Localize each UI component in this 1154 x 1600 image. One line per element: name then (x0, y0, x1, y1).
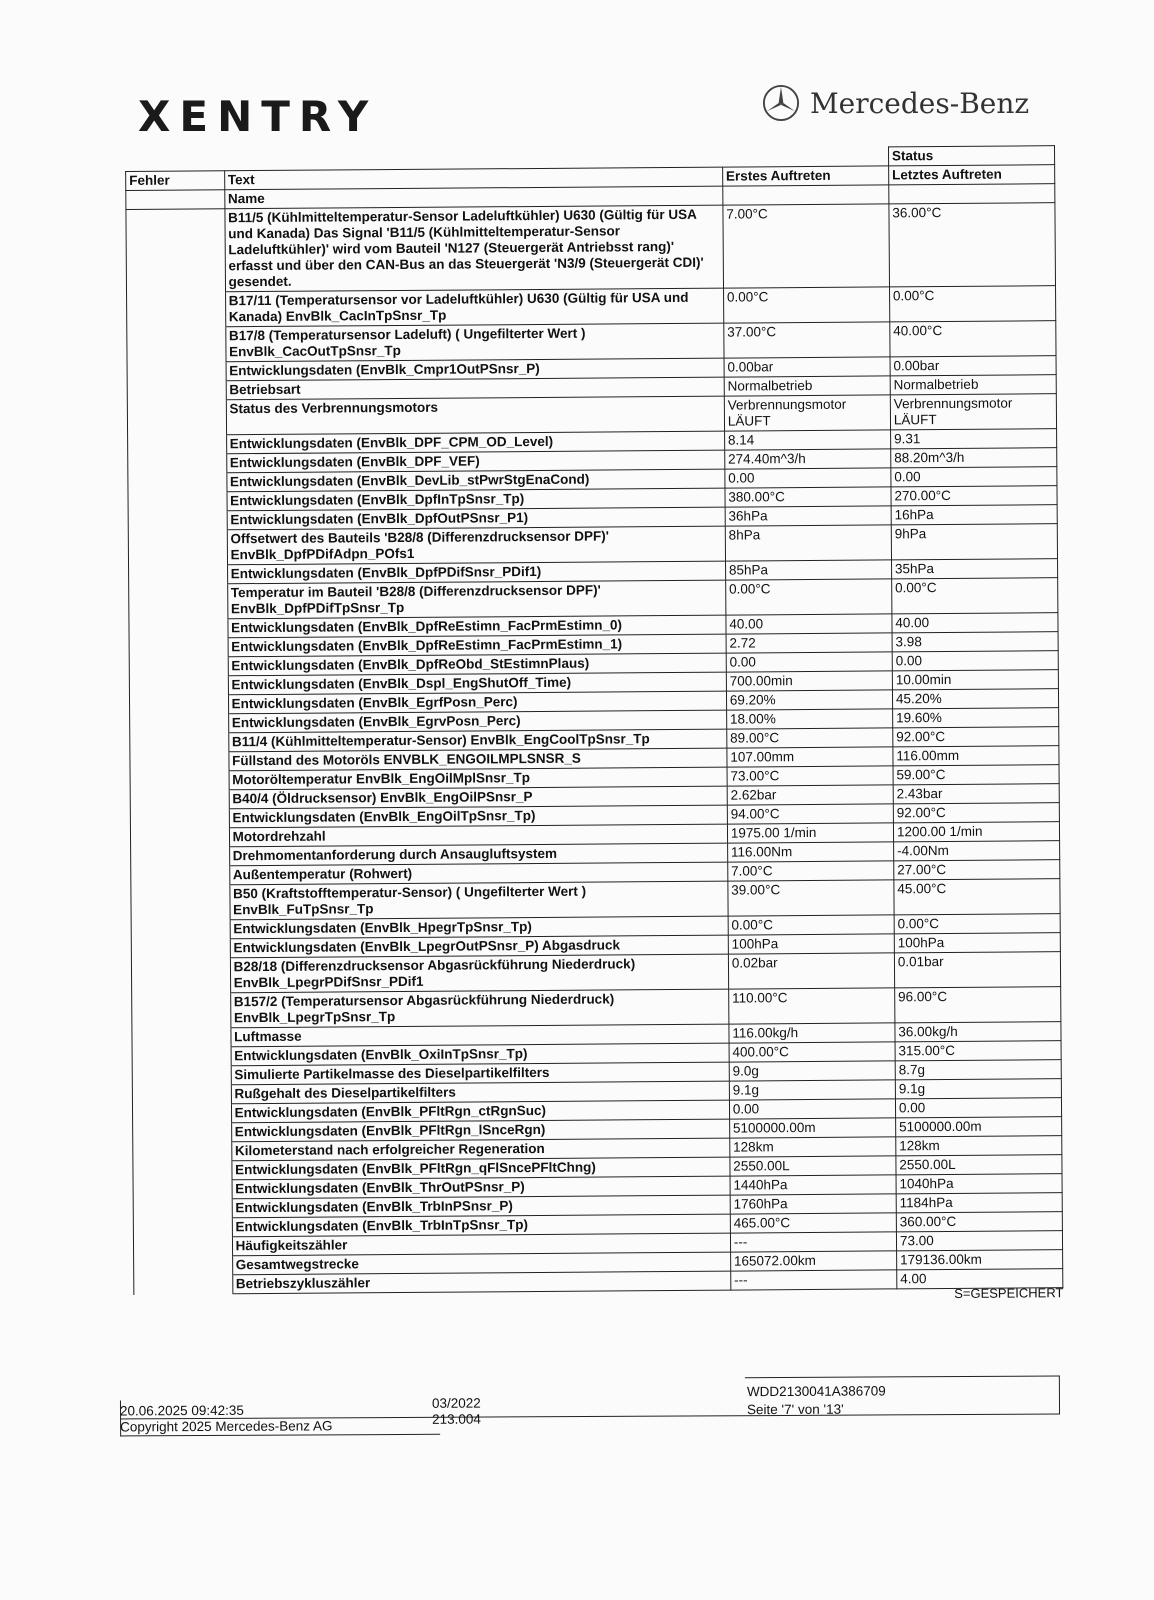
row-last-value: 88.20m^3/h (891, 448, 1057, 468)
fehler-cell (127, 400, 226, 436)
row-text: Entwicklungsdaten (EnvBlk_OxiInTpSnsr_Tp) (231, 1043, 729, 1066)
row-last-value: 100hPa (894, 933, 1060, 953)
row-last-value: 92.00°C (893, 803, 1059, 823)
row-text: Kilometerstand nach erfolgreicher Regeneration (231, 1138, 729, 1161)
row-text: Häufigkeitszähler (232, 1233, 730, 1256)
fehler-header: Fehler (126, 171, 225, 191)
fault-report (125, 145, 1064, 1320)
fehler-cell (132, 1047, 231, 1067)
row-first-value: 7.00°C (723, 204, 890, 288)
row-first-value: 465.00°C (730, 1213, 896, 1233)
brand-name: Mercedes-Benz (810, 86, 1030, 120)
row-first-value: 274.40m^3/h (725, 449, 891, 469)
fehler-cell (128, 511, 227, 531)
row-first-value: 69.20% (726, 690, 892, 710)
row-text: Gesamtwegstrecke (232, 1252, 730, 1275)
row-first-value: 2.62bar (727, 785, 893, 805)
fehler-cell (130, 809, 229, 829)
row-last-value: 73.00 (896, 1231, 1062, 1251)
fehler-cell (131, 958, 230, 994)
row-first-value: 85hPa (725, 560, 891, 580)
row-text: Entwicklungsdaten (EnvBlk_DpfInTpSnsr_Tp) (227, 488, 725, 511)
row-last-value: 2.43bar (893, 784, 1059, 804)
row-text: B28/18 (Differenzdrucksensor Abgasrückführung Niederdruck) EnvBlk_LpegrPDifSnsr_PDif1 (230, 954, 728, 993)
row-first-value: 94.00°C (727, 804, 893, 824)
fehler-cell (130, 771, 229, 791)
row-text: Entwicklungsdaten (EnvBlk_PFltRgn_ctRgnSuc) (231, 1100, 729, 1123)
row-first-value: 73.00°C (727, 766, 893, 786)
row-text: Entwicklungsdaten (EnvBlk_DpfPDifSnsr_PDif1) (227, 561, 725, 584)
row-first-value: 0.00°C (723, 287, 889, 323)
text-header: Text (224, 167, 722, 190)
row-last-value: -4.00Nm (893, 841, 1059, 861)
row-first-value: 116.00kg/h (729, 1023, 895, 1043)
row-text: Entwicklungsdaten (EnvBlk_TrbInPSnsr_P) (232, 1195, 730, 1218)
row-first-value: 128km (730, 1137, 896, 1157)
row-first-value: 100hPa (728, 934, 894, 954)
row-last-value: 1184hPa (896, 1193, 1062, 1213)
date-code: 03/2022 (431, 1395, 481, 1411)
row-text: B17/11 (Temperatursensor vor Ladeluftkühler) U630 (Gültig für USA und Kanada) EnvBlk_CacInTpSnsr_Tp (225, 288, 723, 327)
row-text: Luftmasse (231, 1024, 729, 1047)
row-text: Simulierte Partikelmasse des Dieselpartikelfilters (231, 1062, 729, 1085)
fehler-cell (127, 292, 226, 328)
row-text: Temperatur im Bauteil 'B28/8 (Differenzdrucksensor DPF)' EnvBlk_DpfPDifTpSnsr_Tp (227, 580, 725, 619)
name-header: Name (224, 186, 722, 209)
page-footer (120, 1376, 1060, 1439)
row-text: Füllstand des Motoröls ENVBLK_ENGOILMPLSNSR_S (228, 748, 726, 771)
row-last-value: 36.00°C (889, 203, 1056, 287)
table-row (126, 203, 1056, 293)
fehler-cell (133, 1199, 232, 1219)
row-first-value: 400.00°C (729, 1042, 895, 1062)
row-last-value: 16hPa (891, 505, 1057, 525)
fehler-cell (129, 584, 228, 620)
row-text: Entwicklungsdaten (EnvBlk_PFltRgn_qFlSncePFltChng) (231, 1157, 729, 1180)
row-last-value: 270.00°C (891, 486, 1057, 506)
row-last-value: 128km (896, 1136, 1062, 1156)
fehler-cell (128, 435, 227, 455)
row-first-value: 18.00% (726, 709, 892, 729)
row-last-value: 315.00°C (895, 1041, 1061, 1061)
row-first-value: 0.02bar (728, 953, 894, 989)
row-first-value: 1975.00 1/min (727, 823, 893, 843)
model-code: 213.004 (432, 1411, 481, 1427)
row-last-value: 27.00°C (894, 860, 1060, 880)
row-text: Entwicklungsdaten (EnvBlk_HpegrTpSnsr_Tp) (230, 916, 728, 939)
fehler-cell (130, 828, 229, 848)
row-first-value: 39.00°C (728, 880, 894, 916)
fehler-cell (132, 1104, 231, 1124)
row-last-value: Verbrennungsmotor LÄUFT (890, 394, 1056, 430)
row-last-value: 36.00kg/h (895, 1022, 1061, 1042)
fehler-cell (126, 190, 225, 210)
row-text: Entwicklungsdaten (EnvBlk_DpfReEstimn_FacPrmEstimn_0) (228, 615, 726, 638)
xentry-logo: XENTRY (138, 92, 378, 141)
fehler-cell (130, 733, 229, 753)
row-first-value: 1760hPa (730, 1194, 896, 1214)
print-datetime: 20.06.2025 09:42:35 (119, 1402, 244, 1419)
fehler-cell (131, 885, 230, 921)
row-text: Entwicklungsdaten (EnvBlk_EgrvPosn_Perc) (228, 710, 726, 733)
row-last-value: 45.00°C (894, 879, 1060, 915)
row-last-value: 92.00°C (893, 727, 1059, 747)
row-first-value: 9.1g (729, 1080, 895, 1100)
fehler-cell (129, 638, 228, 658)
row-last-value: 45.20% (892, 689, 1058, 709)
row-first-value: 380.00°C (725, 487, 891, 507)
row-first-value: 7.00°C (728, 861, 894, 881)
first-occurrence-header: Erstes Auftreten (722, 166, 888, 186)
row-text: Status des Verbrennungsmotors (226, 396, 724, 435)
row-last-value: Normalbetrieb (890, 375, 1056, 395)
row-text: B11/4 (Kühlmitteltemperatur-Sensor) EnvBlk_EngCoolTpSnsr_Tp (228, 729, 726, 752)
row-text: Entwicklungsdaten (EnvBlk_DPF_CPM_OD_Level) (226, 431, 724, 454)
row-last-value: 116.00mm (893, 746, 1059, 766)
row-text: Entwicklungsdaten (EnvBlk_Cmpr1OutPSnsr_P) (226, 358, 724, 381)
fehler-cell (132, 1085, 231, 1105)
fehler-cell (133, 1180, 232, 1200)
row-last-value: 9hPa (891, 524, 1057, 560)
copyright: Copyright 2025 Mercedes-Benz AG (120, 1418, 333, 1435)
fehler-cell (128, 454, 227, 474)
fehler-cell (127, 381, 226, 401)
row-last-value: 8.7g (895, 1060, 1061, 1080)
row-text: B50 (Kraftstofftemperatur-Sensor) ( Ungefilterter Wert ) EnvBlk_FuTpSnsr_Tp (229, 881, 727, 920)
row-last-value: 0.00°C (889, 286, 1055, 322)
row-text: B40/4 (Öldrucksensor) EnvBlk_EngOilPSnsr_P (229, 786, 727, 809)
fehler-cell (129, 695, 228, 715)
row-first-value: 5100000.00m (729, 1118, 895, 1138)
fehler-cell (129, 657, 228, 677)
row-last-value: 0.00 (892, 651, 1058, 671)
row-text: Entwicklungsdaten (EnvBlk_DpfOutPSnsr_P1) (227, 507, 725, 530)
row-text: Entwicklungsdaten (EnvBlk_ThrOutPSnsr_P) (232, 1176, 730, 1199)
row-last-value: 2550.00L (896, 1155, 1062, 1175)
row-first-value: --- (731, 1270, 897, 1290)
row-first-value: Verbrennungsmotor LÄUFT (724, 395, 890, 431)
fehler-cell (130, 714, 229, 734)
fehler-cell (133, 1142, 232, 1162)
row-first-value: 110.00°C (728, 988, 894, 1024)
mercedes-star-icon (762, 84, 800, 122)
row-last-value: 19.60% (893, 708, 1059, 728)
row-text: Entwicklungsdaten (EnvBlk_DevLib_stPwrStgEnaCond) (226, 469, 724, 492)
row-text: Entwicklungsdaten (EnvBlk_PFltRgn_lSnceRgn) (231, 1119, 729, 1142)
row-first-value: Normalbetrieb (724, 376, 890, 396)
row-last-value: 1040hPa (896, 1174, 1062, 1194)
fehler-cell (132, 1028, 231, 1048)
fehler-cell (127, 327, 226, 363)
row-last-value: 0.00bar (890, 356, 1056, 376)
row-last-value: 35hPa (891, 559, 1057, 579)
last-occurrence-header: Letztes Auftreten (889, 165, 1055, 185)
page-number: Seite '7' von '13' (746, 1401, 844, 1418)
row-last-value: 4.00 (897, 1269, 1063, 1289)
row-first-value: 0.00 (726, 652, 892, 672)
row-first-value: 2.72 (726, 633, 892, 653)
row-text: Offsetwert des Bauteils 'B28/8 (Differenzdrucksensor DPF)' EnvBlk_DpfPDifAdpn_POfs1 (227, 526, 725, 565)
row-first-value: 9.0g (729, 1061, 895, 1081)
row-first-value: 165072.00km (730, 1251, 896, 1271)
row-last-value: 3.98 (892, 632, 1058, 652)
row-first-value: 40.00 (726, 614, 892, 634)
row-text: Entwicklungsdaten (EnvBlk_TrbInTpSnsr_Tp) (232, 1214, 730, 1237)
fehler-cell (131, 847, 230, 867)
row-text: Motordrehzahl (229, 824, 727, 847)
row-first-value: 2550.00L (730, 1156, 896, 1176)
row-last-value: 10.00min (892, 670, 1058, 690)
fehler-cell (134, 1275, 233, 1295)
row-last-value: 9.1g (895, 1079, 1061, 1099)
row-first-value: 107.00mm (727, 747, 893, 767)
row-first-value: 8hPa (725, 525, 891, 561)
row-first-value: 700.00min (726, 671, 892, 691)
legend: S=GESPEICHERT (954, 1285, 1064, 1301)
row-last-value: 40.00°C (890, 321, 1056, 357)
fehler-cell (129, 565, 228, 585)
row-text: Außentemperatur (Rohwert) (229, 862, 727, 885)
row-first-value: 1440hPa (730, 1175, 896, 1195)
row-last-value: 9.31 (890, 429, 1056, 449)
fehler-cell (130, 752, 229, 772)
fehler-cell (131, 939, 230, 959)
fehler-cell (134, 1256, 233, 1276)
row-text: Entwicklungsdaten (EnvBlk_EgrfPosn_Perc) (228, 691, 726, 714)
row-first-value: --- (730, 1232, 896, 1252)
fehler-cell (131, 920, 230, 940)
row-text: Motoröltemperatur EnvBlk_EngOilMplSnsr_Tp (229, 767, 727, 790)
fehler-cell (133, 1237, 232, 1257)
vin: WDD2130041A386709 (746, 1383, 886, 1400)
row-last-value: 0.00°C (894, 914, 1060, 934)
row-last-value: 59.00°C (893, 765, 1059, 785)
fehler-cell (127, 362, 226, 382)
row-first-value: 0.00bar (724, 357, 890, 377)
row-first-value: 0.00°C (725, 579, 891, 615)
row-text: Entwicklungsdaten (EnvBlk_EngOilTpSnsr_Tp) (229, 805, 727, 828)
fault-table (125, 145, 1063, 1295)
fehler-cell (133, 1161, 232, 1181)
row-first-value: 36hPa (725, 506, 891, 526)
row-last-value: 0.00°C (892, 578, 1058, 614)
row-last-value: 360.00°C (896, 1212, 1062, 1232)
row-text: B17/8 (Temperatursensor Ladeluft) ( Ungefilterter Wert ) EnvBlk_CacOutTpSnsr_Tp (225, 323, 723, 362)
row-first-value: 0.00 (729, 1099, 895, 1119)
row-text: Entwicklungsdaten (EnvBlk_Dspl_EngShutOff_Time) (228, 672, 726, 695)
row-text: Drehmomentanforderung durch Ansaugluftsystem (229, 843, 727, 866)
row-last-value: 1200.00 1/min (893, 822, 1059, 842)
fehler-cell (132, 993, 231, 1029)
row-last-value: 40.00 (892, 613, 1058, 633)
row-text: Entwicklungsdaten (EnvBlk_LpegrOutPSnsr_P) Abgasdruck (230, 935, 728, 958)
row-text: B11/5 (Kühlmitteltemperatur-Sensor Ladeluftkühler) U630 (Gültig für USA und Kanada) Das Signal 'B11/5 (Kühlmitteltemperatur-Sensor Ladeluftkühler)' wird vom Bauteil 'N127 (Steuergerät Antriebsst rang)' erfasst und über den CAN-Bus an das Steuergerät 'N3/9 (Steuergerät CDI)' gesendet. (225, 205, 724, 292)
mercedes-brand (762, 84, 1029, 122)
row-first-value: 0.00°C (728, 915, 894, 935)
row-text: Betriebsart (226, 377, 724, 400)
row-last-value: 5100000.00m (896, 1117, 1062, 1137)
fehler-cell (126, 209, 225, 293)
row-first-value: 116.00Nm (727, 842, 893, 862)
row-text: Entwicklungsdaten (EnvBlk_DpfReObd_StEstimnPlaus) (228, 653, 726, 676)
row-first-value: 89.00°C (727, 728, 893, 748)
fehler-cell (128, 492, 227, 512)
row-text: Rußgehalt des Dieselpartikelfilters (231, 1081, 729, 1104)
row-first-value: 37.00°C (724, 322, 890, 358)
row-text: Entwicklungsdaten (EnvBlk_DpfReEstimn_FacPrmEstimn_1) (228, 634, 726, 657)
row-text: Betriebszykluszähler (232, 1271, 730, 1294)
fehler-cell (133, 1123, 232, 1143)
fehler-cell (128, 530, 227, 566)
fehler-cell (129, 676, 228, 696)
row-last-value: 0.00 (891, 467, 1057, 487)
row-last-value: 0.01bar (894, 952, 1060, 988)
fehler-cell (132, 1066, 231, 1086)
row-last-value: 179136.00km (896, 1250, 1062, 1270)
row-text: Entwicklungsdaten (EnvBlk_DPF_VEF) (226, 450, 724, 473)
fehler-cell (131, 866, 230, 886)
fehler-cell (129, 619, 228, 639)
fehler-cell (128, 473, 227, 493)
row-first-value: 8.14 (724, 430, 890, 450)
row-text: B157/2 (Temperatursensor Abgasrückführung Niederdruck) EnvBlk_LpegrTpSnsr_Tp (230, 989, 728, 1028)
fehler-cell (133, 1218, 232, 1238)
status-header: Status (888, 146, 1054, 166)
row-last-value: 96.00°C (895, 987, 1061, 1023)
row-last-value: 0.00 (895, 1098, 1061, 1118)
fehler-cell (130, 790, 229, 810)
row-first-value: 0.00 (725, 468, 891, 488)
